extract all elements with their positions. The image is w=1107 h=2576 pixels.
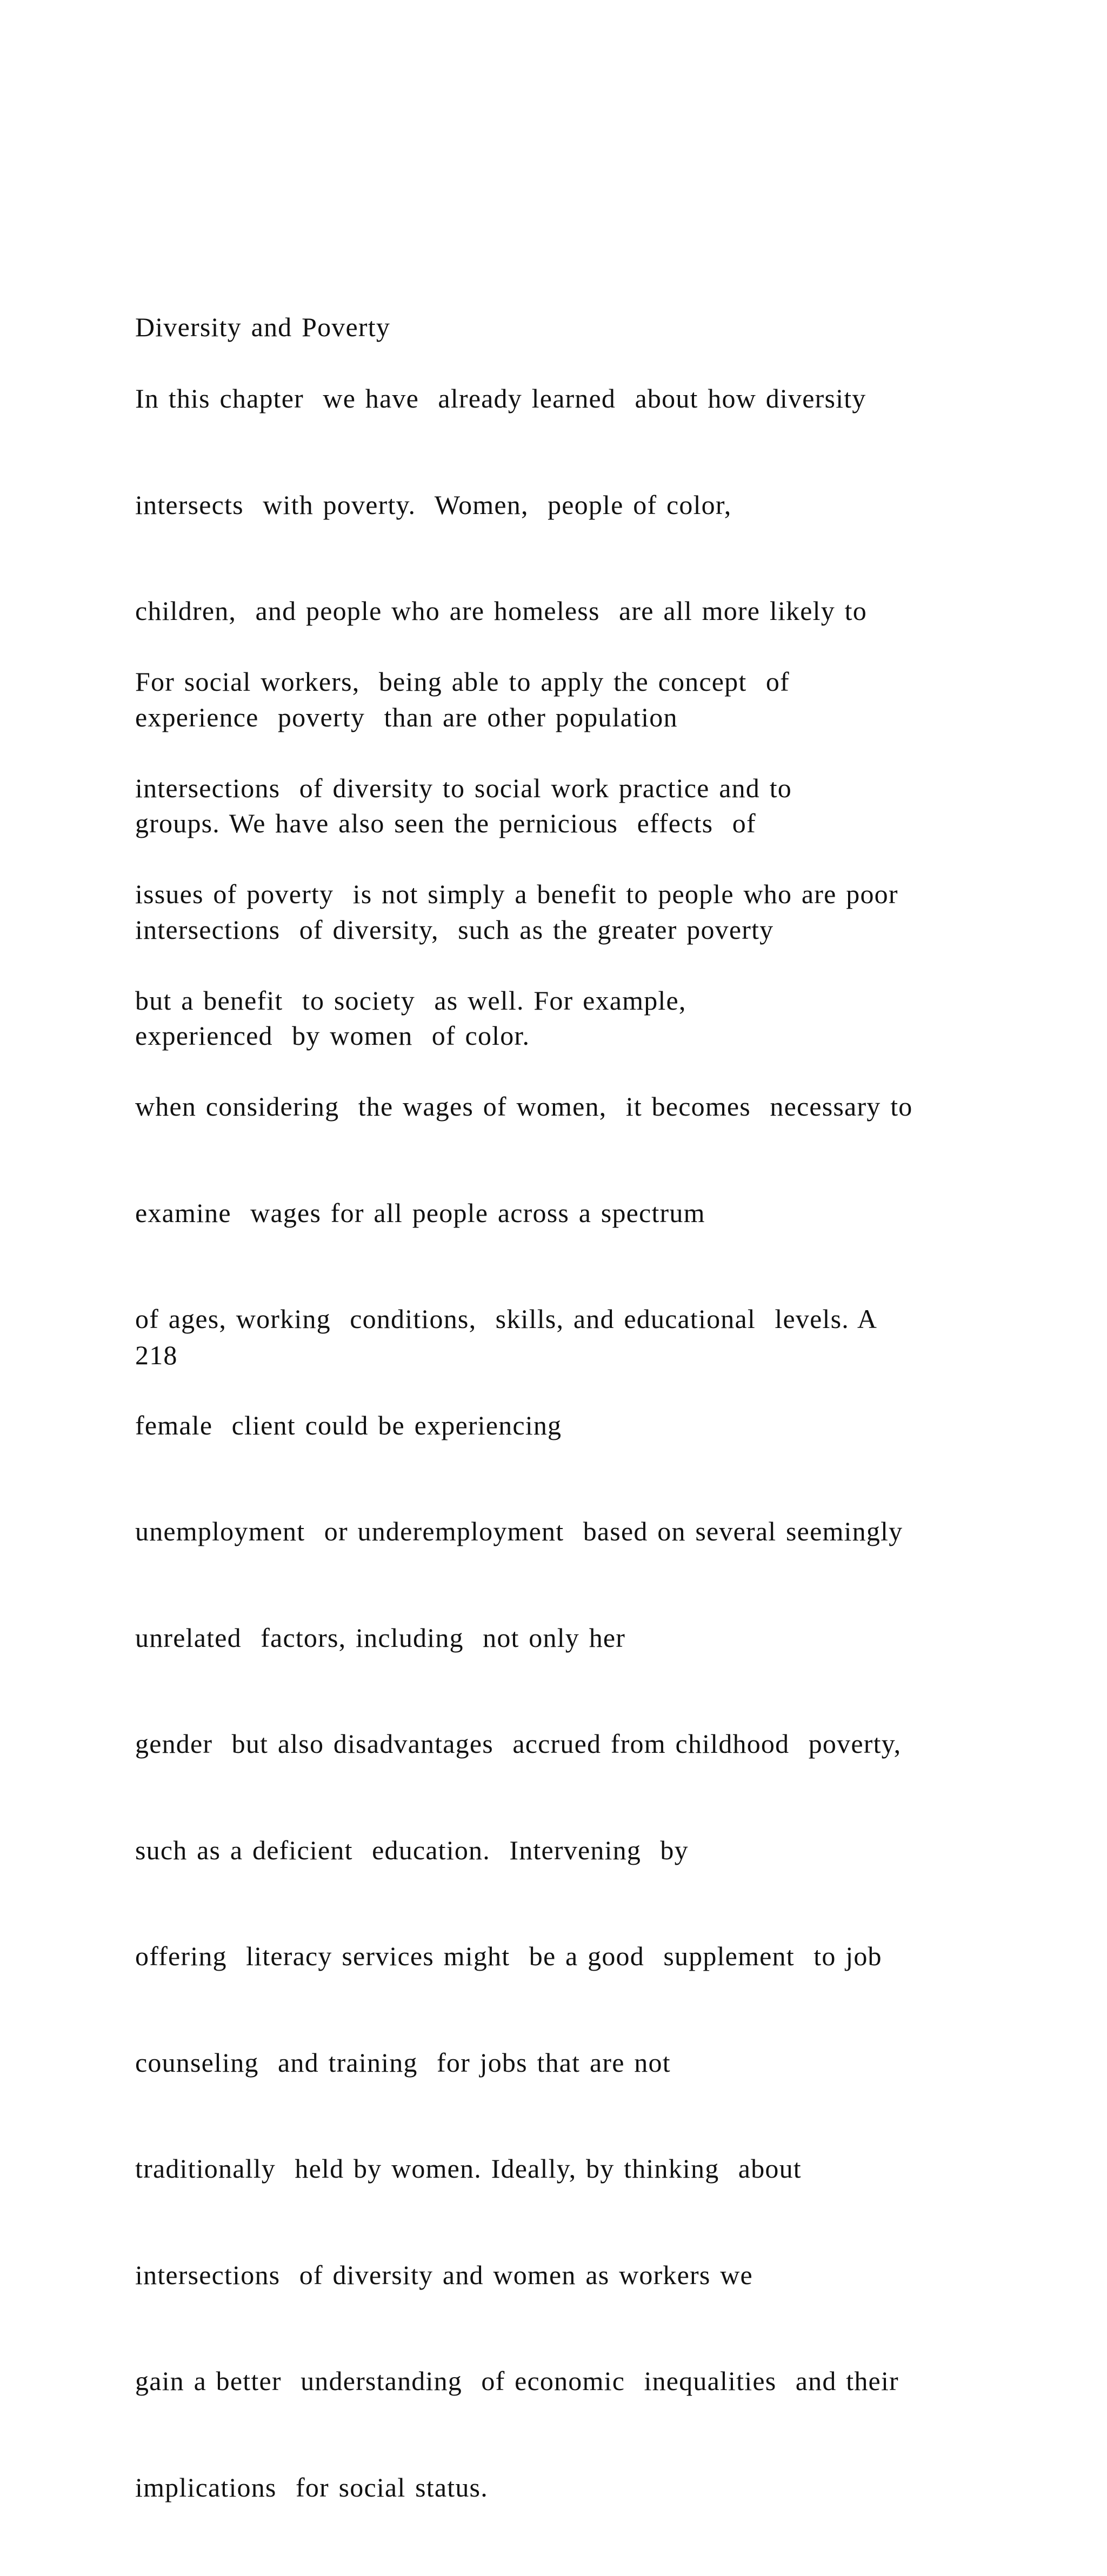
page-number-text: 218 (135, 1340, 178, 1370)
paragraph-line: In this chapter we have already learned about how diversity (135, 383, 866, 413)
paragraph-line: issues of poverty is not simply a benefit to people who are poor (135, 879, 898, 909)
paragraph-line: offering literacy services might be a good supplement to job (135, 1941, 882, 1971)
paragraph-line: children, and people who are homeless are all more likely to (135, 596, 867, 626)
heading-text: Diversity and Poverty (135, 312, 391, 342)
paragraph-line: but a benefit to society as well. For example, (135, 985, 686, 1016)
paragraph-line: gender but also disadvantages accrued from childhood poverty, (135, 1729, 902, 1759)
paragraph-line: counseling and training for jobs that are not (135, 2047, 671, 2078)
paragraph-line: female client could be experiencing (135, 1410, 562, 1440)
paragraph-line: such as a deficient education. Intervening by (135, 1834, 689, 1865)
paragraph-line: gain a better understanding of economic inequalities and their (135, 2366, 899, 2396)
paragraph-line: groups. We have also seen the pernicious effects of (135, 808, 756, 838)
paragraph-line: of ages, working conditions, skills, and educational levels. A (135, 1304, 878, 1334)
paragraph-line: intersections of diversity, such as the greater poverty (135, 914, 774, 945)
paragraph-line: experience poverty than are other population (135, 702, 678, 732)
paragraph-line: implications for social status. (135, 2472, 488, 2502)
paragraph-line: For social workers, being able to apply the concept of (135, 666, 790, 697)
paragraph-line: traditionally held by women. Ideally, by thinking about (135, 2153, 802, 2184)
page-number (135, 1267, 1054, 1444)
paragraph-line: when considering the wages of women, it becomes necessary to (135, 1091, 913, 1122)
paragraph-line: experienced by women of color. (135, 1020, 530, 1051)
paragraph-2 (135, 593, 1054, 2576)
paragraph-line: unrelated factors, including not only her (135, 1622, 626, 1653)
paragraph-line: intersects with poverty. Women, people of color, (135, 489, 732, 520)
paragraph-line: unemployment or underemployment based on several seemingly (135, 1516, 903, 1546)
paragraph-line: intersections of diversity to social work practice and to (135, 772, 792, 803)
paragraph-line: intersections of diversity and women as workers we (135, 2259, 753, 2290)
paragraph-line: examine wages for all people across a spectrum (135, 1197, 705, 1228)
